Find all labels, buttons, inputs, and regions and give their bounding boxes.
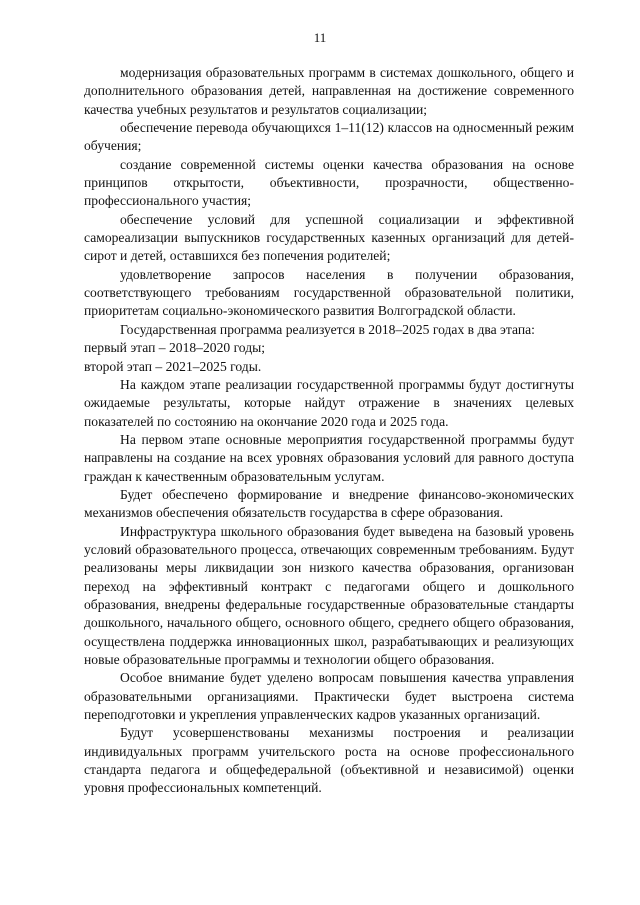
paragraph: создание современной системы оценки качества образования на основе принципов открытости, объективности, прозрачности, общественно-профессионального участия; <box>84 156 574 209</box>
paragraph: Инфраструктура школьного образования будет выведена на базовый уровень условий образовательного процесса, отвечающих современным требованиям. Будут реализованы меры ликвидации зон низкого качества образования, организован переход на эффективный контракт с педагогами общего и дошкольного образования, внедрены федеральные государственные образовательные стандарты дошкольного, начального общего, основного общего, среднего общего образования, осуществлена поддержка инновационных школ, разрабатывающих и реализующих новые образовательные программы и технологии общего образования. <box>84 523 574 667</box>
paragraph: второй этап – 2021–2025 годы. <box>84 358 262 374</box>
paragraph: первый этап – 2018–2020 годы; <box>84 340 266 356</box>
paragraph: удовлетворение запросов населения в получении образования, соответствующего требованиям государственной образовательной политики, приоритетам социально-экономического развития Волгоградской области. <box>84 266 574 319</box>
body-text <box>84 64 574 798</box>
paragraph: На первом этапе основные мероприятия государственной программы будут направлены на создание на всех уровнях образования условий для равного доступа граждан к качественным образовательным услугам. <box>84 431 574 484</box>
paragraph: Будет обеспечено формирование и внедрение финансово-экономических механизмов обеспечения обязательств государства в сфере образования. <box>84 486 574 521</box>
paragraph: Будут усовершенствованы механизмы построения и реализации индивидуальных программ учительского роста на основе профессионального стандарта педагога и общефедеральной (объективной и независимой) оценки уровня профессиональных компетенций. <box>84 725 574 796</box>
page-number: 11 <box>313 30 327 45</box>
paragraph: Особое внимание будет уделено вопросам повышения качества управления образовательными организациями. Практически будет выстроена система переподготовки и укрепления управленческих кадров указанных организаций. <box>84 670 574 723</box>
paragraph: обеспечение условий для успешной социализации и эффективной самореализации выпускников государственных казенных организаций для детей-сирот и детей, оставшихся без попечения родителей; <box>84 211 574 264</box>
paragraph: обеспечение перевода обучающихся 1–11(12) классов на односменный режим обучения; <box>84 120 574 154</box>
paragraph: модернизация образовательных программ в системах дошкольного, общего и дополнительного образования детей, направленная на достижение современного качества учебных результатов и результатов социализации; <box>84 65 574 117</box>
paragraph: На каждом этапе реализации государственной программы будут достигнуты ожидаемые результаты, которые найдут отражение в значениях целевых показателей по состоянию на окончание 2020 года и 2025 года. <box>84 376 574 429</box>
paragraph: Государственная программа реализуется в 2018–2025 годах в два этапа: <box>120 321 535 337</box>
